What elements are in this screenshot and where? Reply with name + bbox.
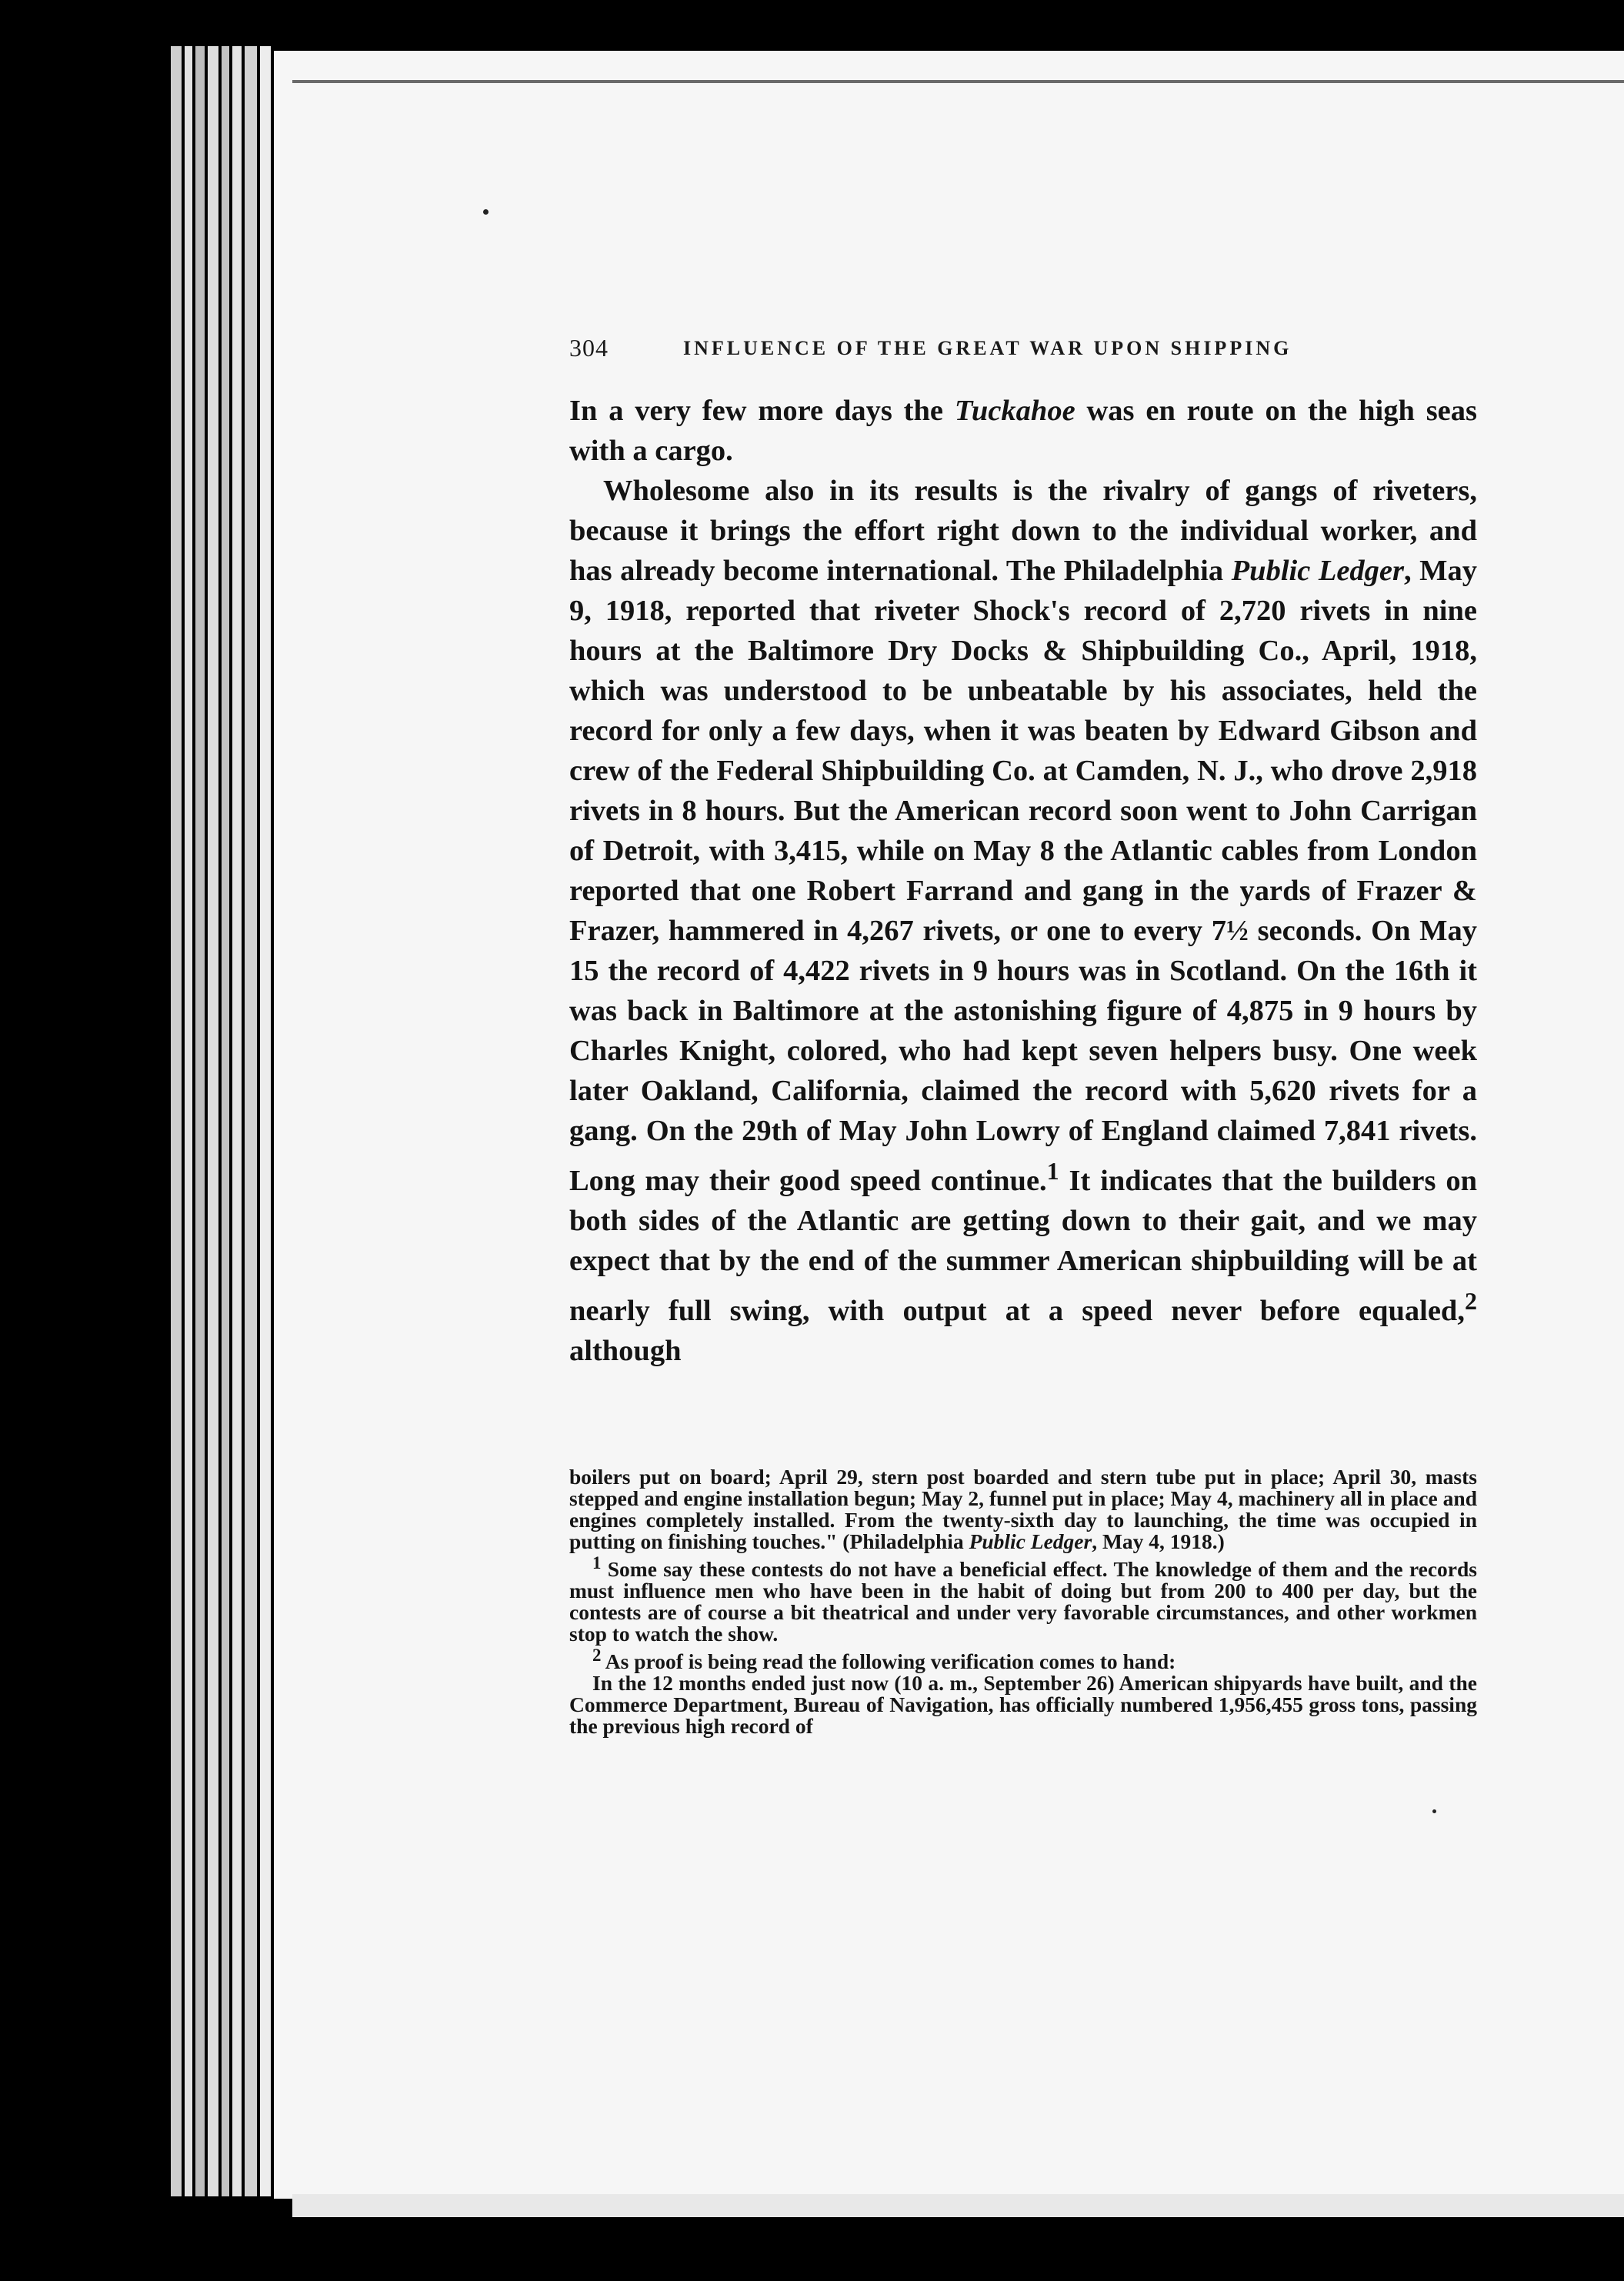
page-header: [569, 334, 1392, 365]
footnote-2-continuation: In the 12 months ended just now (10 a. m., September 26) American shipyards have built, and the Commerce Department, Bureau of Navigation, has officially numbered 1,956,455 gross tons, passing the previous high record of: [569, 1671, 1477, 1739]
page-edge: [171, 46, 182, 2196]
page-edge: [195, 46, 205, 2196]
page-edge: [245, 46, 257, 2196]
publication-name: Public Ledger: [1231, 555, 1404, 587]
page-edge: [222, 46, 229, 2196]
publication-name: Public Ledger: [969, 1529, 1092, 1553]
footnotes: [569, 1466, 1477, 1737]
paragraph: In a very few more days the Tuckahoe was en route on the high seas with a cargo.: [569, 395, 1477, 467]
bottom-edge: [292, 2194, 1624, 2217]
footnote-mark: 2: [592, 1646, 602, 1666]
footnote-mark: 1: [592, 1553, 602, 1572]
page-edge: [185, 46, 192, 2196]
top-edge-line: [292, 80, 1624, 83]
page-edge: [260, 46, 271, 2196]
footnote-2: $^2$ As proof is being read the following verification comes to hand:: [592, 1646, 1176, 1674]
footnote-continuation: boilers put on board; April 29, stern post boarded and stern tube put in place; April 30, masts stepped and engine installation begun; May 2, funnel put in place; May 4, machinery all in place and engines completely installed. From the twenty-sixth day to launching, the time was occupied in putting on finishing touches." (Philadelphia Public Ledger, May 4, 1918.): [569, 1465, 1477, 1553]
page-number: 304: [569, 334, 609, 362]
speck: [483, 209, 489, 215]
body-text: [569, 391, 1477, 1371]
running-head: INFLUENCE OF THE GREAT WAR UPON SHIPPING: [683, 337, 1292, 359]
page-edge: [232, 46, 242, 2196]
footnote-ref: 2: [1464, 1286, 1477, 1315]
speck: [1432, 1809, 1436, 1813]
footnote-1: $^1$ Some say these contests do not have a beneficial effect. The knowledge of them and the records must influence men who have been in the habit of doing but from 200 to 400 per day, but the contests are of course a bit theatrical and under very favorable circumstances, and other workmen stop to watch the show.: [569, 1553, 1477, 1646]
ship-name: Tuckahoe: [954, 395, 1075, 427]
footnote-ref: 1: [1046, 1157, 1059, 1185]
paragraph: Wholesome also in its results is the rivalry of gangs of riveters, because it brings the effort right down to the individual worker, and has already become international. The Philadelphia Public Ledger, May 9, 1918, reported that riveter Shock's record of 2,720 rivets in nine hours at the Baltimore Dry Docks & Shipbuilding Co., April, 1918, which was understood to be unbeatable by his associates, held the record for only a few days, when it was beaten by Edward Gibson and crew of the Federal Shipbuilding Co. at Camden, N. J., who drove 2,918 rivets in 8 hours. But the American record soon went to John Carrigan of Detroit, with 3,415, while on May 8 the Atlantic cables from London reported that one Robert Farrand and gang in the yards of Frazer & Frazer, hammered in 4,267 rivets, or one to every 7½ seconds. On May 15 the record of 4,422 rivets in 9 hours was in Scotland. On the 16th it was back in Baltimore at the astonishing figure of 4,875 in 9 hours by Charles Knight, colored, who had kept seven helpers busy. One week later Oakland, California, claimed the record with 5,620 rivets for a gang. On the 29th of May John Lowry of England claimed 7,841 rivets. Long may their good speed continue.$^1$ It indicates that the builders on both sides of the Atlantic are getting down to their gait, and we may expect that by the end of the summer American shipbuilding will be at nearly full swing, with output at a speed never before equaled,$^2$ although: [569, 475, 1477, 1367]
page-edge: [208, 46, 218, 2196]
